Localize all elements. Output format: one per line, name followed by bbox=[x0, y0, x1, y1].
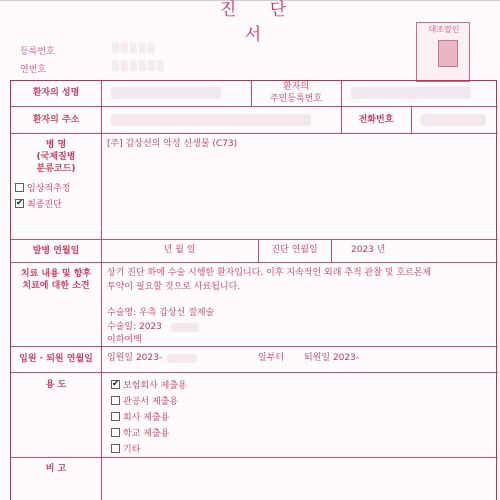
phone-label: 전화번호 bbox=[358, 115, 394, 125]
diagnosis-date-value: 2023 년 bbox=[351, 245, 386, 255]
final-diagnosis-label: 최종진단 bbox=[27, 200, 62, 210]
patient-rrn-redacted bbox=[351, 87, 471, 99]
clinical-estimate-option[interactable] bbox=[15, 181, 70, 194]
treatment-label bbox=[11, 268, 101, 292]
patient-rrn-label bbox=[251, 81, 341, 105]
surgery-date: 수술일: 2023 bbox=[107, 322, 162, 332]
purpose-checkbox-other[interactable] bbox=[111, 444, 120, 453]
purpose-checkbox-company[interactable] bbox=[111, 412, 120, 421]
purpose-checkbox-government[interactable] bbox=[111, 396, 120, 405]
patient-name-redacted bbox=[111, 87, 221, 99]
purpose-label: 용 도 bbox=[45, 380, 67, 390]
purpose-checkbox-school[interactable] bbox=[111, 428, 120, 437]
certificate-form bbox=[10, 80, 497, 500]
disease-label-line2: (국제질병 bbox=[36, 152, 76, 162]
diagnosis-date-label: 진단 연월일 bbox=[271, 245, 318, 255]
rrn-label-line2: 주민등록번호 bbox=[269, 94, 323, 104]
document-title: 진 단 서 bbox=[219, 0, 301, 45]
rrn-label-line1: 환자의 bbox=[282, 82, 310, 92]
surgery-name: 수술명: 우측 갑상선 절제술 bbox=[107, 308, 215, 318]
purpose-option-government[interactable] bbox=[111, 394, 178, 407]
onset-date-label: 발병 연월일 bbox=[32, 246, 80, 256]
diagnosis-text: [주] 갑상선의 악성 신생물 (C73) bbox=[107, 139, 238, 149]
disease-label-line3: 분류코드) bbox=[36, 164, 76, 174]
disease-label bbox=[11, 139, 101, 175]
purpose-checkbox-insurance[interactable]: ✔ bbox=[112, 379, 120, 389]
remarks-label: 비 고 bbox=[45, 464, 67, 474]
surgery-date-redacted bbox=[171, 323, 199, 332]
treatment-label-line1: 치료 내용 및 향후 bbox=[20, 269, 92, 279]
disease-label-line1: 병 명 bbox=[45, 140, 67, 150]
admission-label: 입원 · 퇴원 연월일 bbox=[19, 354, 93, 364]
admission-from: 일부터 bbox=[258, 353, 285, 363]
registration-number-redacted: ▒▒▒▒▒ bbox=[112, 44, 157, 54]
patient-name-label: 환자의 성명 bbox=[32, 88, 80, 98]
treatment-line2: 투약이 필요할 것으로 사료됩니다. bbox=[107, 282, 241, 292]
purpose-label-government: 관공서 제출용 bbox=[123, 397, 179, 407]
serial-number-label: 연번호 bbox=[20, 65, 47, 75]
treatment-line1: 상기 진단 하에 수술 시행한 환자입니다. 이후 지속적인 외래 추적 관찰 및 호르몬제 bbox=[107, 268, 432, 278]
seal-stamp bbox=[438, 40, 458, 67]
serial-number bbox=[20, 62, 166, 75]
purpose-label-company: 회사 제출용 bbox=[123, 413, 170, 423]
serial-number-redacted: ▒▒▒▒▒▒ bbox=[112, 62, 166, 72]
onset-date-value: 년 월 일 bbox=[163, 245, 196, 255]
patient-address-label: 환자의 주소 bbox=[32, 115, 80, 125]
purpose-option-company[interactable] bbox=[111, 410, 169, 423]
purpose-option-other[interactable] bbox=[111, 442, 140, 455]
patient-address-redacted bbox=[111, 114, 311, 126]
purpose-option-school[interactable] bbox=[111, 426, 169, 439]
registration-number bbox=[20, 44, 157, 57]
purpose-label-school: 학교 제출용 bbox=[123, 429, 170, 439]
final-diagnosis-option[interactable] bbox=[15, 197, 62, 210]
purpose-label-other: 기타 bbox=[123, 445, 141, 455]
discharge-date: 퇴원일 2023- bbox=[304, 353, 360, 363]
purpose-label-insurance: 보험회사 제출용 bbox=[123, 381, 187, 391]
final-diagnosis-checkbox[interactable]: ✔ bbox=[16, 198, 24, 208]
stamp-label: 대조필인 bbox=[428, 25, 460, 34]
closing-note: 이하여백 bbox=[107, 335, 142, 345]
admit-date: 입원일 2023- bbox=[107, 353, 163, 363]
clinical-estimate-checkbox[interactable] bbox=[15, 183, 24, 192]
admit-date-redacted bbox=[167, 354, 197, 363]
registration-number-label: 등록번호 bbox=[20, 47, 55, 57]
phone-redacted bbox=[421, 114, 486, 126]
treatment-label-line2: 치료에 대한 소견 bbox=[22, 281, 90, 291]
purpose-option-insurance[interactable] bbox=[111, 378, 187, 391]
verification-stamp-box bbox=[416, 22, 470, 82]
clinical-estimate-label: 임상적추정 bbox=[27, 184, 71, 194]
